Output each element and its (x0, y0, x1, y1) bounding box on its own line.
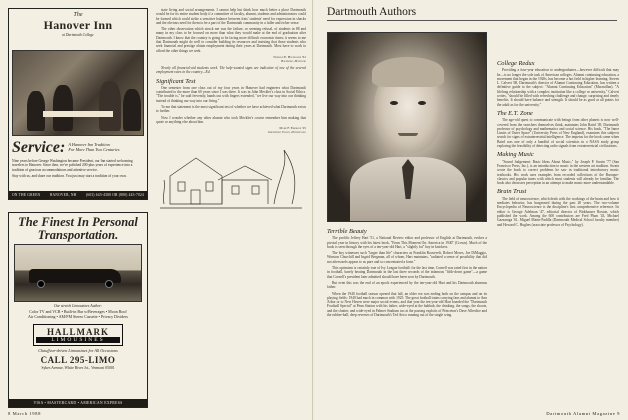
limo-features-line-1: Color TV and VCR • Built-in Bar w/Beverages • Moon Roof (29, 309, 127, 314)
signature-name: Mark F. Emerson '25 (279, 126, 306, 131)
inn-body (12, 159, 144, 178)
article-para: Providing a four-year education to undergraduates—however difficult that may be—is no longer the sole task of American colleges. Alumni continuing education, a movement that began in the 1920s, has become a hot field in higher learning. Steven L. Calvert '68, Dartmouth's director of Alumni Continuing Education, has written a definitive guide to the subject: "Alumni Continuing Education" (Macmillan). "A lifelong relationship with a complex institution like a college or university," Calvert writes, "should be filled with refreshing challenge and change, surprising and timely benefits. It should have balance and strength. It should be as good at all points for the adult as for the university." (497, 68, 619, 107)
signature-name: Norman E. Buchbauer '61 (273, 54, 306, 59)
article-para: "Sound Judgement: Basic Ideas About Music," by Joseph P. Swain '77 (San Francisco Press, Inc.), is an introduction to music in the western art tradition. Swain wrote the book to correct problems he saw in traditional introductory music textbooks. His work uses examples from recorded collections of the Baroque-classics and popular tunes with which most students will already be familiar. The book also discusses perception in an attempt to make music more understandable. (497, 159, 619, 186)
folio-right: Dartmouth Alumni Magazine 9 (546, 411, 620, 416)
section-heading: Significant Test (156, 77, 196, 85)
section-heading: Making Music (497, 151, 534, 159)
inn-sign (12, 12, 144, 48)
house-sketch-icon (156, 138, 306, 216)
page-title: Dartmouth Authors (327, 6, 417, 18)
hallmark-sub: LIMOUSINES (36, 337, 120, 343)
inn-dining-photo (12, 50, 144, 136)
photo-eye (418, 101, 426, 105)
hanover-inn-ad[interactable] (8, 8, 148, 200)
editor-note: Nearly all financial-aid students work. The help-wanted signs are indicative of one of the several employment rates in the country—Ed. (156, 65, 306, 75)
photo-eye (390, 101, 398, 105)
service-tag-line-1: A Hanover Inn Tradition (68, 142, 110, 147)
article-para: The field of neuroscience, which deals with the workings of the brain and how it mediates behavior, has burgeoned during the past 20 years. The two-volume Encyclopedia of Neuroscience is the discipline's first comprehensive reference. Its editor is George Adelman '47, editorial director of Birkhauser Boston, which published the work. Among the 600 contributors are Fred Plum '43, Michael Gazzaniga '61, Miguel Marin-Padilla (Dartmouth Medical School faculty member) and Howard C. Hughes (associate professor of Psychology). (497, 196, 619, 227)
service-word: Service: (12, 139, 66, 156)
left-page (0, 0, 313, 420)
service-row (12, 139, 144, 157)
diner-figure (123, 89, 141, 131)
article-para: The boy witnesses such "larger than life" characters as Franklin Roosevelt, Robert Moses, Joe DiMaggio, Winston Churchill and Ingrid Bergman, all of whom, Hart maintains, "radiated a sense of possibility that did not afterwards appear to us pure and so concentrated a form." (327, 251, 487, 264)
section-heading: Terrible Beauty (327, 228, 367, 235)
letter-signature (156, 55, 306, 63)
inn-body-para: Stay with us, and share our tradition. You just may start a tradition of your own. (12, 173, 127, 178)
wheel-icon (105, 280, 113, 288)
photo-hair (372, 57, 444, 87)
section-heading: The E.T. Zone (497, 109, 533, 117)
article-para: The age-old quest to communicate with beings from other planets is now well-covered from the searchers themselves think, maintains John Baird '49, Dartmouth professor of psychology and mathematics and social science. His book, "The Inner Limits of Outer Space" (University Press of New England), examines this subjects search for signs of extraterrestrial intelligence. The impetus for the book came when Baird was one of only a handful of social scientists in a NASA study group exploring the feasibility of detecting radio signals from extraterrestrial civilizations. (497, 118, 619, 149)
section-heading: Brain Trust (497, 188, 527, 196)
limo-credit-cards: VISA • MASTERCARD • AMERICAN EXPRESS (9, 399, 147, 407)
folio-left: 8 March 1988 (8, 411, 41, 416)
letter-para: One semester from one class out of my four years in Hanover had engineers what Dartmouth contributed to the more than 60 years since I was there. It was in John Meckler's class in Social Ethics. "The trouble is," he said fervently, hands out with fingers extended, "we live our way into our thinking instead of thinking our way into our living." (156, 85, 306, 103)
limo-photo (14, 244, 142, 302)
letter-signature (156, 126, 306, 134)
inn-subtitle: at Dartmouth College (62, 33, 94, 37)
diner-figure (99, 81, 121, 131)
letter-para: Now I wonder whether any other alumni who took Meckler's course remember him making that quote or anything else about him. (156, 115, 306, 124)
letter-para: The other observation which struck me was the failure, or seeming refusal, of students in 88 and many in my class to be focused on more than what they would make at the end of graduation after Dartmouth. I know that the country is going to be facing more difficult economic times; it seems to me that Dartmouth might do well to consider building its resources and insisting that those students who seek financial and prestige obtain employment during their years at Dartmouth. Most have to work to afford the other things we seek. (156, 27, 306, 53)
limo-phone[interactable]: CALL 295-LIMO (40, 354, 116, 365)
section-heading: College Redux (497, 60, 535, 67)
inn-footer (9, 191, 147, 199)
limo-tagline: Chauffeur-driven Limousines for All Occasions (38, 347, 118, 353)
article-para: When the 1940 football season opened that fall, an older era was ending both on the campus and on its playing fields: 1940 had much in common with 1925. The great football trains carrying fans and alumni to Ann Arbor or to New Haven were major social events, and that year the ten-year-old Hart boarded the "Dartmouth Football Special" at Penn Station with his father, wide-eyed at the hubbub, the drinking, the songs, the shouts, and the chatter, and wide-eyed in Palmer Stadium too at the passing exploits of Princeton's Dave Allerdice and the rubber-ball, deep reverses of Dartmouth's Ted Arico running out of the single wing. (327, 291, 487, 318)
signature-place: Baltimore, Maryland (281, 58, 306, 63)
side-articles (497, 62, 619, 229)
hallmark-name: HALLMARK (47, 326, 109, 337)
hallmark-logo (33, 324, 123, 346)
service-tag-line-2: For More Than Two Centuries (68, 147, 120, 152)
limo-features-line-2: Air Conditioning • AM/FM Stereo Cassette • Privacy Dividers (28, 314, 128, 320)
inn-body-para: Nine years before George Washington became President, our Inn started welcoming travelers to Hanover. Since then, we've polished 200-plus years of experience into a tradition of gracious accommodations and attentive service. (12, 159, 133, 172)
limo-address: Sykes Avenue, White River Jct., Vermont 05001 (41, 365, 115, 370)
boy-portrait-photo (327, 32, 487, 222)
limo-features (14, 309, 142, 320)
inn-footer-phone: (603) 643-4300 OR (800) 443-7024 (85, 193, 144, 197)
table-cloth (43, 111, 113, 117)
letters-column (156, 8, 306, 220)
photo-mouth (398, 133, 418, 136)
signature-place: Greenfield Valley, Pennsylvania (267, 130, 306, 135)
letter-para: To me that statement is the most significant test of whether we have achieved what Dartmouth exists to further. (156, 105, 306, 114)
right-page (315, 0, 628, 420)
wheel-icon (37, 280, 45, 288)
diner-figure (53, 85, 73, 131)
limo-caption: Our stretch Limousines Author: (53, 304, 103, 308)
service-tagline (68, 139, 119, 152)
limousine-ad[interactable] (8, 212, 148, 408)
inn-footer-left: ON THE GREEN (12, 193, 41, 197)
title-rule (327, 20, 617, 21)
limo-headline: The Finest In Personal Transportation. (18, 215, 138, 242)
inn-name: Hanover Inn (43, 18, 113, 32)
article-para: This optimism is certainly true of Ivy League football: for the last time, Cornell was rated first in the nation in football, barely beating Dartmouth in the last three seconds of the infamous "fifth-down game"—a game that Cornell's president later admitted should have been won by Dartmouth. (327, 266, 487, 279)
house-sketch (156, 138, 306, 216)
article-para: The prolific Jeffrey Hart '51, a National Review editor and professor of English at Dartmouth, evokes a pivotal year in history with his latest book, "From This Moment On: America in 1940" (Crown). Much of the book is seen through the eyes of a ten-year-old Hart, a "slightly fat" boy in knickers. (327, 236, 487, 249)
inn-footer-mid: HANOVER, NH (49, 193, 77, 197)
main-article (327, 230, 487, 319)
article-para: But even this was the end of an epoch experienced by the ten-year-old Hart and his Dartmouth alumnus father. (327, 280, 487, 290)
letter-para: state living and social arrangements. I cannot help but think how much better a place Dartmouth would be for its entire student body if a committee of faculty, alumni, students and administrators could be formed which could strike a sensitive balance between frats' students' need for expression in shacks and the obvious need for them to be a part of the Dartmouth community in a fuller and richer sense. (156, 8, 306, 25)
inn-the: The (73, 12, 83, 18)
